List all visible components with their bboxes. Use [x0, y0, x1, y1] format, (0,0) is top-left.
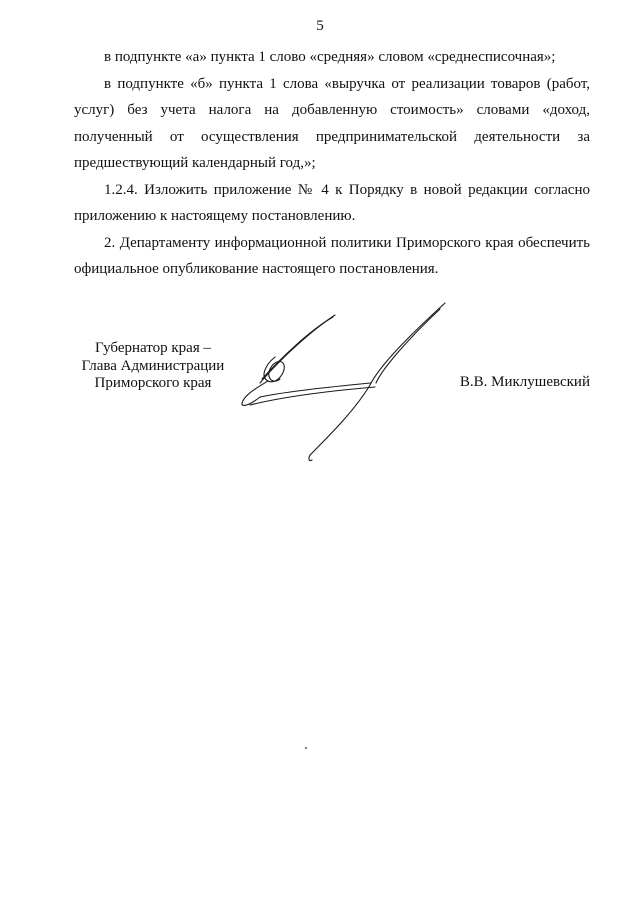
page-number: 5	[316, 18, 324, 34]
handwritten-signature	[230, 295, 460, 465]
signer-title-line-1: Губернатор края –	[95, 340, 211, 356]
paragraph-1-2-4: 1.2.4. Изложить приложение № 4 к Порядку в новой редакции согласно приложению к настоящему постановлению.	[74, 181, 590, 224]
signer-title	[74, 340, 232, 393]
signer-title-line-3: Приморского края	[94, 375, 212, 391]
paragraph-2: 2. Департаменту информационной политики Приморского края обеспечить официальное опубликование настоящего постановления.	[74, 234, 590, 277]
signer-name: В.В. Миклушевский	[459, 374, 590, 390]
paragraph-subclause-a: в подпункте «а» пункта 1 слово «средняя» словом «среднесписочная»;	[104, 49, 556, 65]
paragraph-subclause-b: в подпункте «б» пункта 1 слова «выручка от реализации товаров (работ, услуг) без учета налога на добавленную стоимость» словами «доход, полученный от осуществления предпринимательской деятельности за предшествующий календарный год,»;	[74, 75, 590, 171]
scan-speck	[305, 747, 307, 749]
signer-title-line-2: Глава Администрации	[81, 357, 225, 374]
